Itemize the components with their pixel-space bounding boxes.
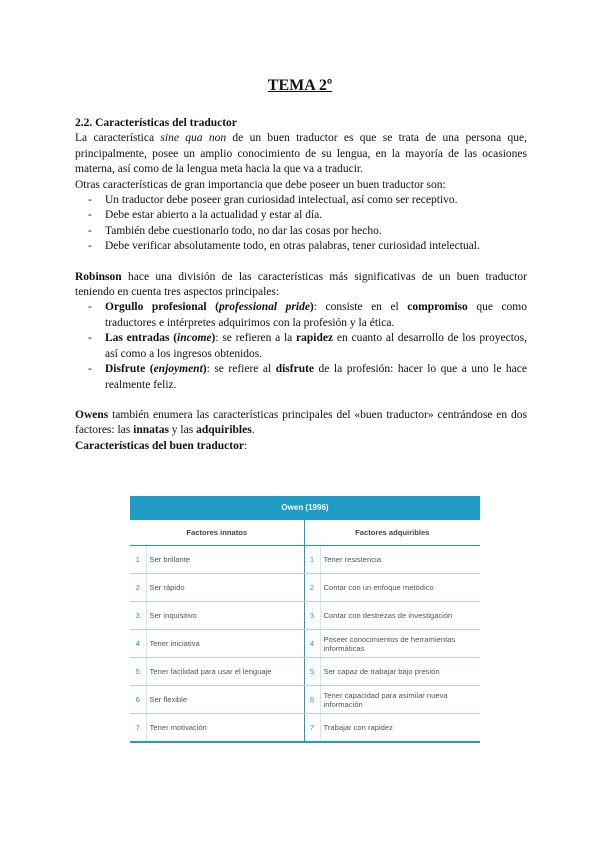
- table-row: 7 Tener motivación 7 Trabajar con rapidez: [130, 714, 480, 742]
- list-item: - Las entradas (income): se refieren a la rapidez en cuanto al desarrollo de los proyectos, así como a los ingresos obtenidos.: [75, 331, 527, 362]
- owens-paragraph: Owens también enumera las características principales del «buen traductor» centrándose en dos factores: las innatas y las adquiribles.: [75, 408, 527, 437]
- table-header-title: Owen (1996): [130, 496, 480, 520]
- robinson-aspects-list: [75, 300, 527, 392]
- factors-table: [130, 520, 480, 743]
- intro-paragraph: La característica sine qua non de un buen traductor es que se trata de una persona que, principalmente, posee un amplio conocimiento de su lengua, en la mayoría de las ocasiones materna, así como de la lengua meta hacia la que va a traducir.: [75, 132, 528, 176]
- list-item: - Un traductor debe poseer gran curiosidad intelectual, así como ser receptivo.: [75, 193, 527, 208]
- column-header-innate: Factores innatos: [130, 520, 304, 546]
- section-heading: 2.2. Características del traductor: [75, 117, 237, 129]
- document-body: [75, 116, 527, 454]
- table-row: 6 Ser flexible 6 Tener capacidad para asimilar nueva información: [130, 686, 480, 714]
- table-row: 1 Ser brillante 1 Tener resistencia: [130, 546, 480, 574]
- list-item: - Orgullo profesional (professional pride): consiste en el compromiso que como traductores e intérpretes adquirimos con la profesión y la ética.: [75, 300, 527, 331]
- owen-table: [130, 496, 480, 743]
- characteristics-list: [75, 193, 527, 255]
- intro-paragraph-2: Otras características de gran importancia que debe poseer un buen traductor son:: [75, 178, 446, 191]
- table-row: 3 Ser inquisitivo 3 Contar con destrezas de investigación: [130, 602, 480, 630]
- table-row: 5 Tener facilidad para usar el lenguaje 5 Ser capaz de trabajar bajo presión: [130, 658, 480, 686]
- column-header-acquired: Factores adquiribles: [304, 520, 480, 546]
- list-item: - También debe cuestionarlo todo, no dar las cosas por hecho.: [75, 224, 527, 239]
- robinson-paragraph: Robinson hace una división de las características más significativas de un buen traductor teniendo en cuenta tres aspectos principales:: [75, 270, 527, 299]
- table-row: 4 Tener iniciativa 4 Poseer conocimientos de herramientas informáticas: [130, 630, 480, 658]
- table-caption: Características del buen traductor:: [75, 439, 248, 452]
- list-item: - Debe estar abierto a la actualidad y estar al día.: [75, 208, 527, 223]
- list-item: - Disfrute (enjoyment): se refiere al disfrute de la profesión: hacer lo que a uno le hace realmente feliz.: [75, 362, 527, 393]
- table-row: 2 Ser rápido 2 Contar con un enfoque metódico: [130, 574, 480, 602]
- page-title: TEMA 2º: [267, 77, 333, 94]
- list-item: - Debe verificar absolutamente todo, en otras palabras, tener curiosidad intelectual.: [75, 239, 527, 254]
